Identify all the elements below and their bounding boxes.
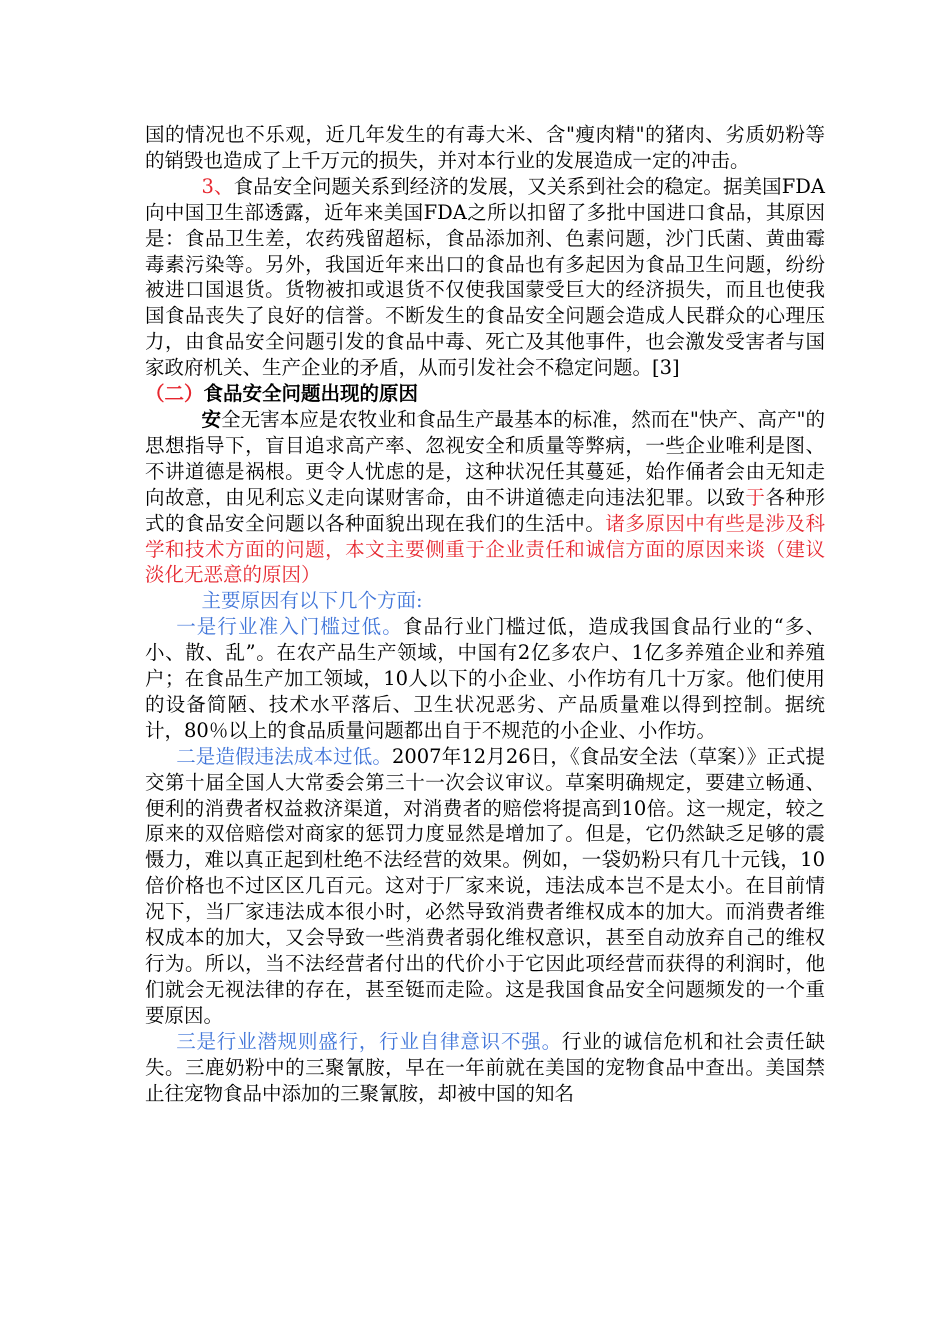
highlight-char: 于 xyxy=(745,485,766,509)
document-body xyxy=(145,122,825,1106)
cause-text: 2007年12月26日，《食品安全法（草案）》正式提交第十届全国人大常委会第三十一次会议审议。草案明确规定，要建立畅通、便利的消费者权益救济渠道，对消费者的赔偿将提高到10倍。这一规定，较之原来的双倍赔偿对商家的惩罚力度显然是增加了。但是，它仍然缺乏足够的震慑力，难以真正起到杜绝不法经营的效果。例如，一袋奶粉只有几十元钱，10倍价格也不过区区几百元。这对于厂家来说，违法成本岂不是太小。在目前情况下，当厂家违法成本很小时，必然导致消费者维权成本的加大。而消费者维权成本的加大，又会导致一些消费者弱化维权意识，甚至自动放弃自己的维权行为。所以，当不法经营者付出的代价小于它因此项经营而获得的利润时，他们就会无视法律的存在，甚至铤而走险。这是我国食品安全问题频发的一个重要原因。 xyxy=(145,744,825,1027)
point-text: 食品安全问题关系到经济的发展，又关系到社会的稳定。据美国FDA向中国卫生部透露，近年来美国FDA之所以扣留了多批中国进口食品，其原因是：食品卫生差，农药残留超标，食品添加剂、色素问题，沙门氏菌、黄曲霉毒素污染等。另外，我国近年来出口的食品也有多起因为食品卫生问题，纷纷被进口国退货。货物被扣或退货不仅使我国蒙受巨大的经济损失，而且也使我国食品丧失了良好的信誉。不断发生的食品安全问题会造成人民群众的心理压力，由食品安全问题引发的食品中毒、死亡及其他事件，也会激发受害者与国家政府机关、生产企业的矛盾，从而引发社会不稳定问题。[3] xyxy=(145,174,825,380)
cause-lead: 二是造假违法成本过低。 xyxy=(176,744,392,768)
paragraph-text: 各种形式的食品安全问题以各种面貌出现在我们的生活中。 xyxy=(145,485,825,535)
paragraph-cause-1 xyxy=(145,614,825,744)
cause-lead: 一是行业准入门槛过低。 xyxy=(176,615,403,639)
paragraph-cause-2 xyxy=(145,744,825,1029)
paragraph-continuation: 国的情况也不乐观，近几年发生的有毒大米、含"瘦肉精"的猪肉、劣质奶粉等的销毁也造成了上千万元的损失，并对本行业的发展造成一定的冲击。 xyxy=(145,123,825,172)
cause-lead: 三是行业潜规则盛行，行业自律意识不强。 xyxy=(176,1029,562,1053)
section-number: （二） xyxy=(145,382,204,406)
section-title: 食品安全问题出现的原因 xyxy=(203,382,419,406)
paragraph-causes-intro xyxy=(145,407,825,588)
paragraph-cause-3 xyxy=(145,1029,825,1107)
editor-comment: 诸多原因中有些是涉及科学和技术方面的问题，本文主要侧重于企业责任和诚信方面的原因来谈（建议淡化无恶意的原因） xyxy=(145,511,825,587)
paragraph-text: 全无害本应是农牧业和食品生产最基本的标准，然而在"快产、高产"的思想指导下，盲目追求高产率、忽视安全和质量等弊病，一些企业唯利是图、不讲道德是祸根。更令人忧虑的是，这种状况任其蔓延，始作俑者会由无知走向故意，由见利忘义走向谋财害命，由不讲道德走向违法犯罪。以致 xyxy=(145,407,825,509)
paragraph-main-causes: 主要原因有以下几个方面: xyxy=(201,589,423,613)
cause-text: 行业的诚信危机和社会责任缺失。三鹿奶粉中的三聚氰胺，早在一年前就在美国的宠物食品中查出。美国禁止往宠物食品中添加的三聚氰胺，却被中国的知名 xyxy=(145,1029,825,1105)
section-heading xyxy=(145,381,825,407)
first-char: 安 xyxy=(201,407,222,431)
cause-text: 食品行业门槛过低，造成我国食品行业的“多、小、散、乱”。在农产品生产领域，中国有2亿多农户、1亿多养殖企业和养殖户；在食品生产加工领域，10人以下的小企业、小作坊有几十万家。他们使用的设备简陋、技术水平落后、卫生状况恶劣、产品质量难以得到控制。据统计，80％以上的食品质量问题都出自于不规范的小企业、小作坊。 xyxy=(145,615,825,742)
paragraph-point-3 xyxy=(145,174,825,381)
point-number: 3、 xyxy=(201,174,234,198)
